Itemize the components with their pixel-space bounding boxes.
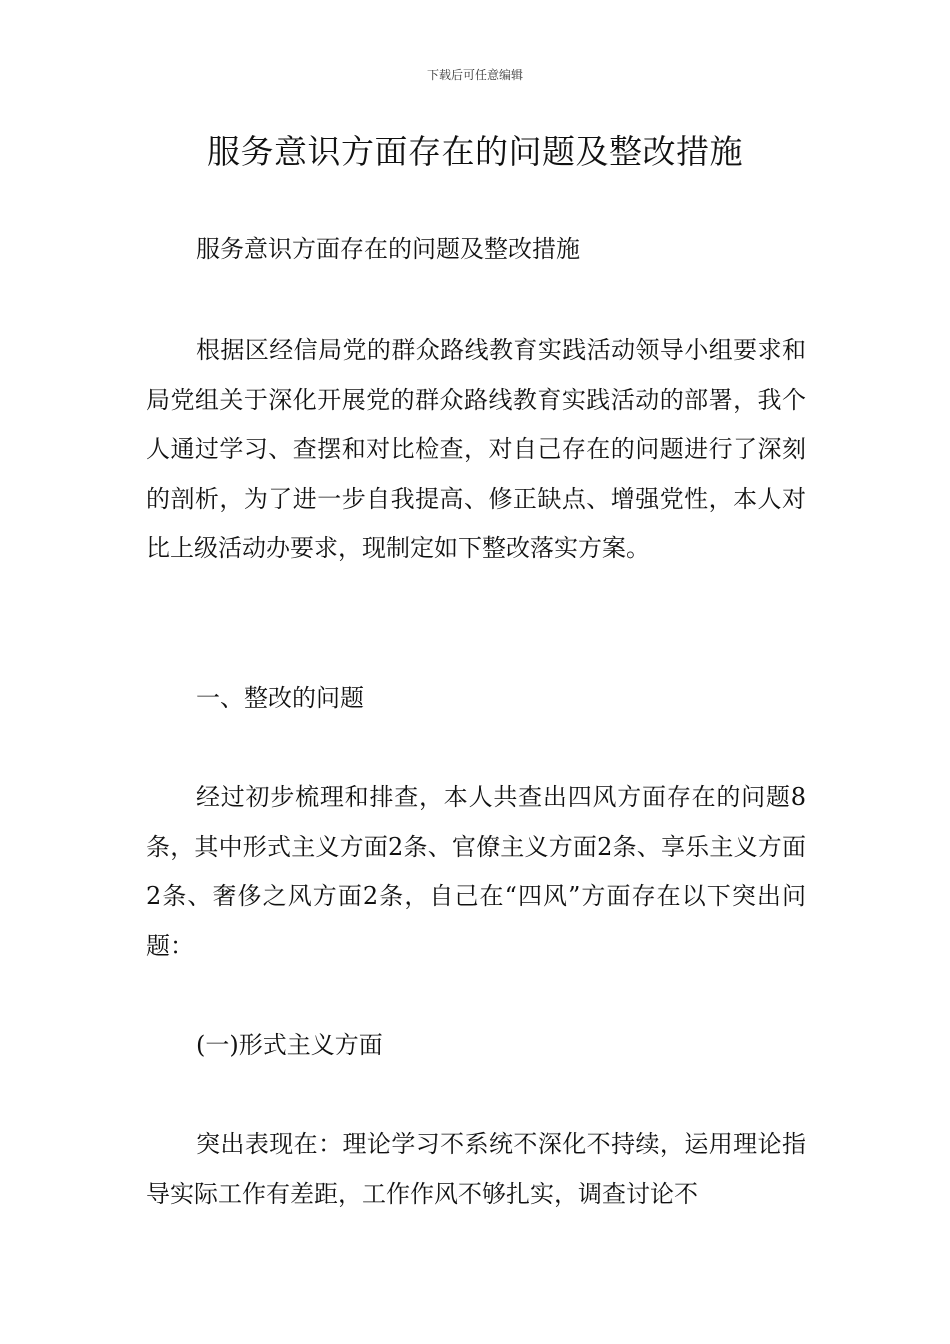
intro-paragraph: 根据区经信局党的群众路线教育实践活动领导小组要求和局党组关于深化开展党的群众路线教育实践活动的部署，我个人通过学习、查摆和对比检查，对自己存在的问题进行了深刻的剖析，为了进一步自我提高、修正缺点、增强党性，本人对比上级活动办要求，现制定如下整改落实方案。: [146, 336, 806, 562]
body-paragraph-1: 经过初步梳理和排查，本人共查出四风方面存在的问题8条，其中形式主义方面2条、官僚主义方面2条、享乐主义方面2条、奢侈之风方面2条，自己在“四风”方面存在以下突出问题：: [146, 783, 806, 960]
subsection-heading-1: (一)形式主义方面: [196, 1031, 383, 1059]
document-title: 服务意识方面存在的问题及整改措施: [207, 132, 743, 171]
header-note: 下载后可任意编辑: [426, 68, 523, 82]
section-heading-1: 一、整改的问题: [196, 684, 364, 712]
body-paragraph-2: 突出表现在：理论学习不系统不深化不持续，运用理论指导实际工作有差距，工作作风不够扎实，调查讨论不: [146, 1130, 806, 1208]
subtitle-paragraph: 服务意识方面存在的问题及整改措施: [196, 235, 580, 263]
